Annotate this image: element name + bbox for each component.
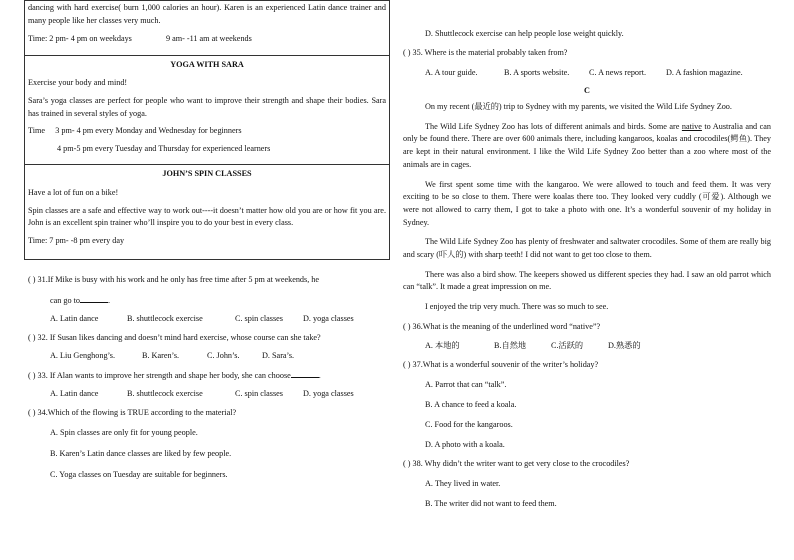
option-b[interactable]: B. Karen’s Latin dance classes are liked by few people. — [50, 449, 232, 459]
karen-description: dancing with hard exercise( burn 1,000 calories an hour). Karen is an experienced Latin dance trainer and many people like her classes very much. — [28, 3, 386, 25]
question-32-options — [28, 350, 390, 362]
option-b[interactable]: B. shuttlecock exercise — [127, 314, 203, 324]
option-a[interactable]: A. Liu Genghong’s. — [50, 351, 116, 361]
passage-paragraph-6: I enjoyed the trip very much. There was so much to see. — [425, 302, 609, 312]
karen-time-weekends: 9 am- -11 am at weekends — [165, 34, 252, 44]
option-a[interactable]: A. Latin dance — [50, 389, 99, 399]
question-35 — [403, 47, 771, 79]
option-b[interactable]: B. The writer did not want to feed them. — [425, 498, 557, 508]
option-d[interactable]: D. yoga classes — [303, 389, 354, 399]
option-a[interactable]: A. Parrot that can “talk”. — [425, 379, 507, 389]
passage-paragraph-1: On my recent (最近的) trip to Sydney with my parents, we visited the Wild Life Sydney Zoo. — [425, 102, 732, 111]
sara-intro: Exercise your body and mind! — [28, 78, 128, 88]
option-d[interactable]: D. A photo with a koala. — [425, 439, 505, 449]
question-37 — [403, 359, 771, 451]
sara-title: YOGA WITH SARA — [170, 59, 244, 69]
questions-left — [24, 274, 390, 481]
option-a[interactable]: A. Spin classes are only fit for young people. — [50, 428, 198, 438]
question-34 — [28, 407, 390, 481]
option-c[interactable]: C. spin classes — [235, 314, 283, 324]
option-a[interactable]: A. 本地的 — [425, 340, 460, 350]
question-33 — [28, 369, 390, 400]
question-38 — [403, 458, 771, 510]
question-32-text: ( ) 32. If Susan likes dancing and doesn’t mind hard exercise, whose course can she take? — [28, 333, 321, 343]
question-31-options — [28, 313, 390, 325]
right-column — [403, 0, 771, 517]
answer-blank[interactable] — [291, 369, 319, 378]
question-34-option-d[interactable]: D. Shuttlecock exercise can help people lose weight quickly. — [425, 29, 624, 38]
passage-paragraph-4: The Wild Life Sydney Zoo has plenty of freshwater and saltwater crocodiles. Some of them are really big and scary (吓人的) with sharp teeth! I did not want to get too close to them. — [403, 237, 771, 260]
karen-section — [25, 0, 389, 55]
section-c-heading: C — [584, 86, 590, 95]
question-31-text-b: can go to — [50, 296, 81, 306]
question-36-text: ( ) 36.What is the meaning of the underlined word “native”? — [403, 321, 601, 331]
question-37-text: ( ) 37.What is a wonderful souvenir of the writer’s holiday? — [403, 359, 599, 369]
passage-paragraph-2-b: to Australia and can only be found there. There are over 600 animals there, including kangaroos, koalas and crocodiles(鳄鱼). They are kept in their natural environment. I like the Wild Life Sydney Zoo better than a zoo where most of the animals are in cages. — [403, 121, 771, 169]
john-title: JOHN’S SPIN CLASSES — [162, 169, 252, 179]
karen-time-weekdays: Time: 2 pm- 4 pm on weekdays — [28, 34, 132, 44]
option-b[interactable]: B. Karen’s. — [142, 351, 180, 361]
option-d[interactable]: D. yoga classes — [303, 314, 354, 324]
option-a[interactable]: A. A tour guide. — [425, 68, 478, 77]
question-38-text: ( ) 38. Why didn’t the writer want to get very close to the crocodiles? — [403, 458, 630, 468]
option-d[interactable]: D. Sara’s. — [262, 351, 295, 361]
option-c[interactable]: C. A news report. — [589, 68, 647, 77]
passage-c — [403, 101, 771, 314]
question-32 — [28, 332, 390, 362]
sara-description: Sara’s yoga classes are perfect for people who want to improve their strength and shape their bodies. Sara has trained in several styles of yoga. — [28, 95, 386, 118]
question-36-options — [403, 340, 771, 352]
option-a[interactable]: A. Latin dance — [50, 314, 99, 324]
option-b[interactable]: B. shuttlecock exercise — [127, 389, 203, 399]
question-34-text: ( ) 34.Which of the flowing is TRUE according to the material? — [28, 408, 237, 418]
question-33-line: ( ) 33. If Alan wants to improve her strength and shape her body, she can choose . — [28, 371, 321, 381]
passage-paragraph-3: We first spent some time with the kangaroo. We were allowed to touch and feed them. It was very exciting to be so close to them. There were koalas there too. They looked very cuddly (可爱). Although we were not allowed to carry them, I got to take a photo with one. It’s a wonderful souvenir of my holiday in Sydney. — [403, 179, 771, 227]
passage-paragraph-2-a: The Wild Life Sydney Zoo has lots of different animals and birds. Some are — [425, 121, 682, 131]
option-b[interactable]: B. A chance to feed a koala. — [425, 399, 517, 409]
question-31-text-cont: can go to . — [50, 296, 111, 306]
option-c[interactable]: C. Food for the kangaroos. — [425, 419, 513, 429]
sara-section — [25, 55, 389, 165]
question-31 — [28, 274, 390, 325]
option-d[interactable]: D. A fashion magazine. — [666, 68, 743, 77]
left-column — [24, 0, 390, 488]
passage-paragraph-5: There was also a bird show. The keepers showed us different species they had. I saw an old parrot which can “talk”. It made a great impression on me. — [403, 269, 771, 292]
option-c[interactable]: C.活跃的 — [551, 340, 584, 350]
question-31-text: ( ) 31.If Mike is busy with his work and he only has free time after 5 pm at weekends, he — [28, 275, 320, 285]
option-d[interactable]: D.熟悉的 — [608, 340, 641, 350]
option-b[interactable]: B.自然地 — [494, 340, 527, 350]
ads-box — [24, 0, 390, 260]
john-time: Time: 7 pm- -8 pm every day — [28, 235, 125, 245]
question-33-text: ( ) 33. If Alan wants to improve her strength and shape her body, she can choose — [28, 371, 291, 381]
question-35-text: ( ) 35. Where is the material probably taken from? — [403, 48, 568, 57]
sara-time-1: Time 3 pm- 4 pm every Monday and Wednesday for beginners — [28, 126, 242, 136]
john-description: Spin classes are a safe and effective way to work out----it doesn’t matter how old you are or how fit you are. John is an excellent spin trainer who’ll inspire you to do your best in every class. — [28, 205, 386, 228]
passage-paragraph-2 — [403, 121, 771, 172]
option-c[interactable]: C. spin classes — [235, 389, 283, 399]
question-35-options — [403, 67, 771, 79]
option-b[interactable]: B. A sports website. — [504, 68, 570, 77]
john-section — [25, 164, 389, 259]
answer-blank[interactable] — [80, 294, 108, 303]
option-a[interactable]: A. They lived in water. — [425, 478, 501, 488]
karen-time — [28, 33, 386, 46]
underlined-word: native — [681, 121, 702, 131]
question-33-options — [28, 388, 390, 400]
option-c[interactable]: C. John’s. — [207, 351, 240, 361]
sara-time-2: 4 pm-5 pm every Tuesday and Thursday for experienced learners — [57, 143, 271, 153]
question-36 — [403, 321, 771, 352]
option-c[interactable]: C. Yoga classes on Tuesday are suitable for beginners. — [50, 470, 228, 480]
john-intro: Have a lot of fun on a bike! — [28, 187, 119, 197]
